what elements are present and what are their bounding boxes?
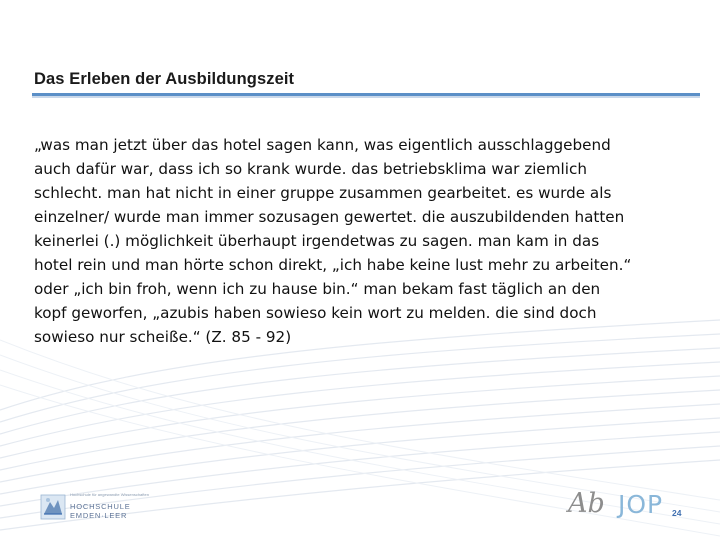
quote-line: sowieso nur scheiße.“ (Z. 85 - 92) xyxy=(34,328,292,346)
quote-line: hotel rein und man hörte schon direkt, „ich habe keine lust mehr zu arbeiten.“ xyxy=(34,256,632,274)
quote-line: auch dafür war, dass ich so krank wurde. das betriebsklima war ziemlich xyxy=(34,160,587,178)
interview-quote xyxy=(34,133,684,349)
quote-line: „was man jetzt über das hotel sagen kann, was eigentlich ausschlaggebend xyxy=(34,136,611,154)
hochschule-logo xyxy=(40,490,149,526)
quote-line: schlecht. man hat nicht in einer gruppe zusammen gearbeitet. es wurde als xyxy=(34,184,612,202)
title-underline-shadow xyxy=(32,96,700,98)
abjop-logo-ab: Ab xyxy=(568,488,605,519)
abjop-logo-op: JOP xyxy=(618,490,664,519)
quote-line: einzelner/ wurde man immer sozusagen gewertet. die auszubildenden hatten xyxy=(34,208,625,226)
quote-line: oder „ich bin froh, wenn ich zu hause bin.“ man bekam fast täglich an den xyxy=(34,280,601,298)
abjop-logo xyxy=(568,488,664,524)
quote-line: keinerlei (.) möglichkeit überhaupt irgendetwas zu sagen. man kam in das xyxy=(34,232,600,250)
hochschule-subtitle: Hochschule für angewandte Wissenschaften xyxy=(70,492,149,497)
slide-title: Das Erleben der Ausbildungszeit xyxy=(34,70,295,88)
hochschule-emblem-icon xyxy=(40,494,66,520)
hochschule-location: EMDEN·LEER xyxy=(70,511,128,520)
quote-line: kopf geworfen, „azubis haben sowieso kein wort zu melden. die sind doch xyxy=(34,304,597,322)
page-number: 24 xyxy=(672,508,682,518)
hochschule-name: HOCHSCHULE xyxy=(70,502,131,511)
